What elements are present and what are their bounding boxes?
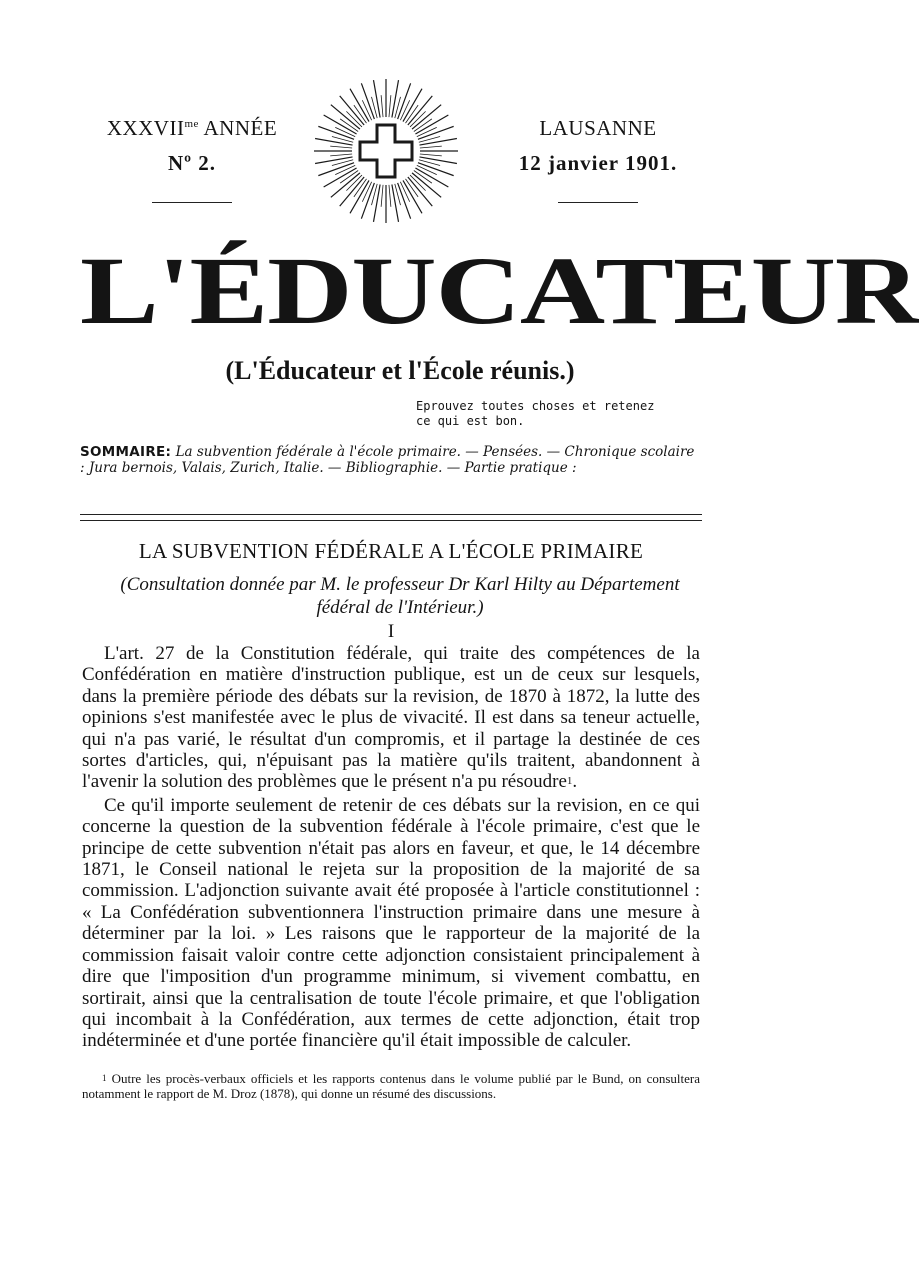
left-rule: [152, 202, 232, 203]
motto-line-2: ce qui est bon.: [416, 414, 525, 428]
paragraph-text: Ce qu'il importe seulement de retenir de ces débats sur la revision, en ce qui concerne la question de la subvention fédérale à l'école primaire, c'est que le principe de cette subvention n'était pas alors en faveur, et que, le 14 décembre 1871, le Conseil national le rejeta sur la proposition de la majorité de sa commission. L'adjonction suivante avait été proposée à l'article constitutionnel : « La Confédération subventionnera l'instruction primaire dans une mesure à déterminer par la loi. » Les raisons que le rapporteur de la majorité de la commission faisait valoir contre cette adjonction consistaient principalement à dire que l'imposition d'un programme minimum, si vivement combattu, en sortirait, ainsi que la centralisation de toute l'école primaire, et que l'obligation qui incombait à la Confédération, aux termes de cette adjonction, était trop indéterminée et d'une portée financière qu'il était impossible de calculer.: [82, 794, 700, 1052]
sun-ray: [340, 177, 364, 206]
paragraph: [82, 795, 700, 1052]
section-number: I: [387, 621, 395, 642]
sun-ray: [350, 89, 369, 122]
summary-label: SOMMAIRE:: [80, 444, 172, 460]
sun-ray: [419, 138, 456, 145]
sun-ray: [415, 115, 448, 134]
sun-ray: [315, 157, 352, 164]
masthead-right: [498, 116, 698, 203]
sun-ray: [315, 138, 352, 145]
emblem-graphic: [310, 78, 462, 224]
paragraph: L'art. 27 de la Constitution fédérale, qui traite des compétences de la Confédération en matière d'instruction publique, est un de ceux sur lesquels, dans la première période des débats sur la revision, de 1870 à 1872, la lutte des opinions s'est manifestée avec le plus de vivacité. Il est dans sa teneur actuelle, qui n'a pas varié, le résultat d'un compromis, et il partage la destinée de ces sortes d'articles, qui, n'épuisant pas la matière qu'ils traitent, abandonnent à l'avenir la solution des problèmes que le présent n'a pu résoudre$^1$.: [82, 643, 700, 793]
summary-items: La subvention fédérale à l'école primaire. — Pensées. — Chronique scolaire : Jura bernois, Valais, Zurich, Italie. — Bibliographie. — Partie pratique :: [80, 444, 695, 476]
sun-ray: [331, 173, 360, 197]
footnote-text: Outre les procès-verbaux officiels et les rapports contenus dans le volume publié par le Bund, on consultera notamment le rapport de M. Droz (1878), qui donne un résumé des discussions.: [82, 1071, 701, 1101]
sun-ray: [412, 173, 441, 197]
sun-ray: [408, 177, 432, 206]
article-consultation: (Consultation donnée par M. le professeur Dr Karl Hilty au Département fédéral de l'Intérieur.): [120, 574, 680, 618]
sun-ray: [392, 80, 399, 117]
summary: [80, 444, 702, 476]
sun-ray: [350, 180, 369, 213]
sun-ray: [420, 154, 442, 156]
issue-number: Nº 2.: [167, 151, 217, 175]
sun-ray: [420, 146, 442, 148]
sun-ray: [419, 157, 456, 164]
city: LAUSANNE: [539, 116, 657, 140]
sun-ray: [408, 96, 432, 125]
journal-subtitle: (L'Éducateur et l'École réunis.): [225, 356, 575, 385]
paragraph-text: L'art. 27 de la Constitution fédérale, qui traite des compétences de la Confédération en matière d'instruction publique, est un de ceux sur lesquels, dans la première période des débats sur la revision, de 1870 à 1872, la lutte des opinions s'est manifestée avec le plus de vivacité. Il est dans sa teneur actuelle, qui n'a pas varié, le résultat d'un compromis, et il partage la destinée de ces sortes d'articles, qui, n'épuisant pas la matière qu'ils traitent, abandonnent à l'avenir la solution des problèmes que le présent n'a pu résoudre: [82, 643, 700, 793]
year-roman: XXXVII: [106, 116, 185, 140]
masthead-left: [92, 116, 292, 203]
sun-ray: [381, 95, 383, 117]
article-body: [82, 643, 700, 1052]
sun-ray: [403, 180, 422, 213]
sun-ray: [330, 154, 352, 156]
journal-title: L'ÉDUCATEUR: [80, 236, 919, 345]
motto: [416, 399, 676, 429]
motto-line-1: Eprouvez toutes choses et retenez: [416, 399, 655, 413]
year-line: [92, 116, 292, 141]
sun-ray: [392, 184, 399, 221]
footnote: [82, 1071, 700, 1101]
sun-ray: [331, 105, 360, 129]
sun-ray: [403, 89, 422, 122]
article-title: LA SUBVENTION FÉDÉRALE A L'ÉCOLE PRIMAIRE: [138, 539, 644, 563]
sun-ray: [412, 105, 441, 129]
year-suffix: me: [184, 118, 199, 130]
sun-ray: [373, 80, 380, 117]
sun-ray: [415, 168, 448, 187]
sun-ray: [381, 185, 383, 207]
sun-ray: [330, 146, 352, 148]
right-rule: [558, 202, 638, 203]
footnote-mark: 1: [102, 1073, 107, 1083]
swiss-cross-sunburst-icon: [310, 78, 462, 224]
issue-date: 12 janvier 1901.: [518, 151, 678, 175]
sun-ray: [389, 95, 391, 117]
sun-ray: [340, 96, 364, 125]
footnote-ref: 1: [566, 775, 573, 788]
double-divider: [80, 514, 702, 521]
year-word: ANNÉE: [203, 116, 278, 140]
sun-ray: [389, 185, 391, 207]
sun-ray: [373, 184, 380, 221]
sun-ray: [324, 115, 357, 134]
sun-ray: [324, 168, 357, 187]
